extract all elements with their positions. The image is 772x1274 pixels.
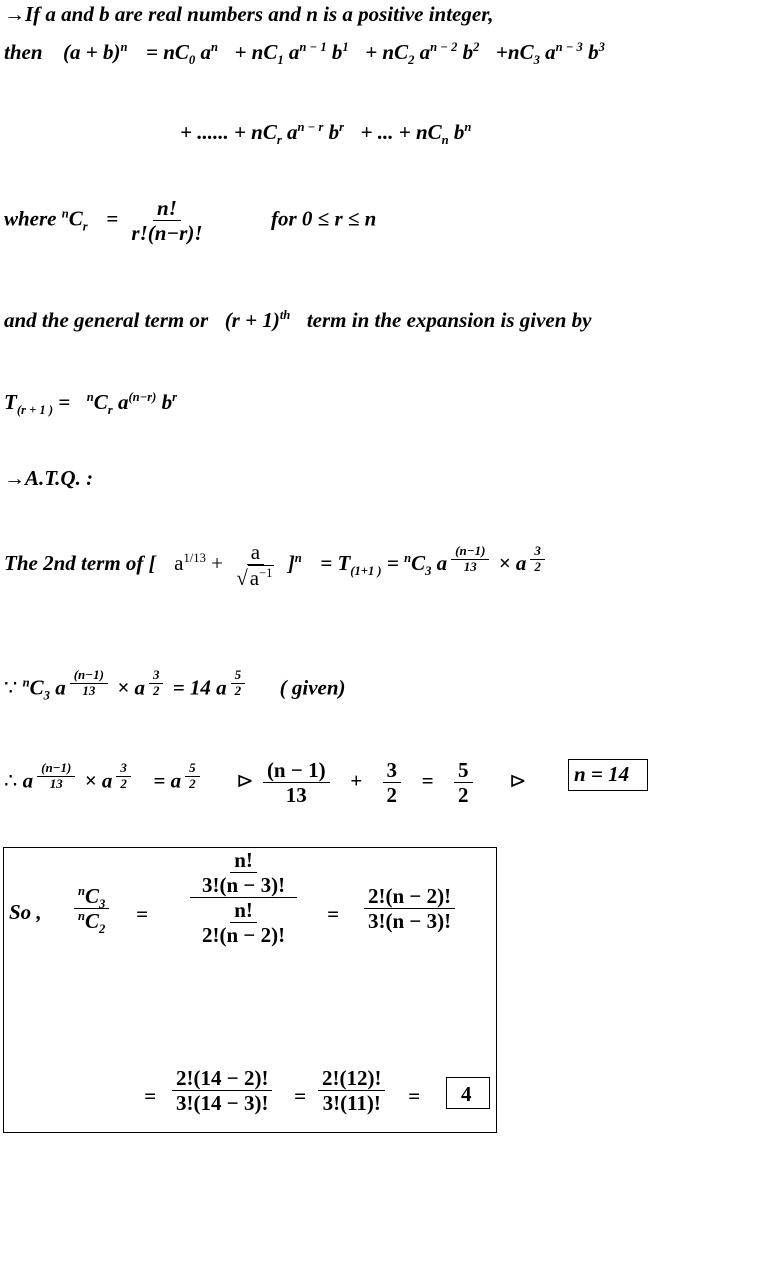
t-subscript: (r + 1 ) <box>16 403 54 418</box>
equals: = <box>386 550 399 575</box>
n-pre: n <box>78 884 86 898</box>
plus: + <box>211 550 223 575</box>
fraction-numerator: n! <box>230 898 257 923</box>
second-term-line <box>4 540 549 590</box>
term-a: a <box>288 40 300 64</box>
therefore-line <box>4 758 527 807</box>
r-sub: r <box>82 219 88 234</box>
therefore-icon: ∴ <box>4 768 18 793</box>
term-a: a <box>545 40 556 64</box>
a-over-sqrt <box>232 540 278 590</box>
exp-fraction <box>185 761 200 792</box>
c-sub: 3 <box>425 564 432 579</box>
simplified-fraction <box>360 884 459 933</box>
sqrt-exp: −1 <box>259 566 273 581</box>
exponent-equation-fraction <box>263 758 330 807</box>
fraction-denominator: 2!(n − 2)! <box>202 923 286 948</box>
n-pre: n <box>78 909 86 924</box>
term-b: b <box>462 40 474 64</box>
times: × <box>84 768 97 793</box>
term-index-0: 0 <box>188 53 196 68</box>
c-sub: 3 <box>43 688 50 703</box>
exp-numerator: 3 <box>530 544 545 560</box>
fraction-numerator: 2!(14 − 2)! <box>172 1066 272 1091</box>
b-var: b <box>161 390 173 414</box>
a-var: a <box>134 675 145 700</box>
pre-terms: + ...... + nC <box>180 120 277 144</box>
fraction-numerator: 3 <box>383 758 402 783</box>
b-var: b <box>328 120 340 144</box>
ratio-denominator <box>74 909 109 937</box>
ratio-numerator <box>74 884 109 912</box>
exp-fraction <box>530 544 545 575</box>
fraction-denominator: 2 <box>386 783 398 808</box>
equals: = <box>153 768 166 793</box>
arrow-icon: → <box>4 466 25 490</box>
fraction-denominator: 3!(14 − 3)! <box>176 1091 269 1116</box>
a-exp: (n−r) <box>128 390 157 404</box>
implies-icon: ⊳ <box>236 768 254 793</box>
a-var: a <box>436 550 448 575</box>
fraction-numerator: 2!(12)! <box>318 1066 385 1091</box>
times: × <box>117 675 130 700</box>
a-var: a <box>515 550 527 575</box>
exp-fraction <box>70 668 108 699</box>
exp-denominator: 13 <box>463 558 477 574</box>
a-var: a <box>117 390 129 414</box>
exp-numerator: (n−1) <box>451 544 489 560</box>
n-exp: n <box>464 120 472 134</box>
eq-t: = T <box>320 550 351 575</box>
plus: + <box>350 768 363 793</box>
exp-denominator: 2 <box>152 682 160 698</box>
inner-fraction <box>198 898 289 947</box>
exponent-equation-fraction <box>383 758 402 807</box>
ncr-ratio <box>74 884 109 937</box>
exp-numerator: 3 <box>149 668 164 684</box>
b-var: b <box>453 120 465 144</box>
intro-pre: and the general term or <box>4 308 209 332</box>
term-exp: 3 <box>598 40 605 54</box>
term-exp: 2 <box>473 40 480 54</box>
term-exp: 1 <box>342 40 349 54</box>
equals: = <box>106 206 119 231</box>
term-plus-nc: +nC <box>495 40 534 64</box>
atq-line <box>4 468 93 489</box>
n-pre: n <box>22 675 30 690</box>
n-index: n <box>441 133 449 148</box>
general-term-intro <box>4 310 592 331</box>
bracket-exp: n <box>294 550 302 565</box>
exp-denominator: 13 <box>49 776 63 792</box>
range-condition: for 0 ≤ r ≤ n <box>271 206 377 231</box>
term-exp: n − 3 <box>555 40 583 54</box>
fraction-denominator: 2 <box>458 783 469 808</box>
a-var: a <box>216 675 227 700</box>
term-index: 1 <box>277 53 284 68</box>
exp-numerator: (n−1) <box>70 668 108 684</box>
n-pre: n <box>404 550 412 565</box>
a-var: a <box>170 768 182 793</box>
where-word: where <box>4 206 57 231</box>
term-index: 3 <box>533 53 540 68</box>
term-exp: n − 2 <box>430 40 458 54</box>
a-var: a <box>174 550 184 575</box>
b-exp: r <box>172 390 178 404</box>
equals: = <box>421 768 434 793</box>
fraction-numerator: 2!(n − 2)! <box>364 884 455 909</box>
exponent-equation-fraction <box>454 758 473 807</box>
r-sub: r <box>107 403 113 418</box>
fraction-denominator: $√a^{-1}$ <box>236 566 273 591</box>
fraction-denominator: 3!(n − 3)! <box>202 873 286 898</box>
times: × <box>498 550 511 575</box>
compound-fraction <box>186 848 301 948</box>
equals: = <box>58 390 71 414</box>
second-term-pre: The 2nd term of [ <box>4 550 156 575</box>
equals: = <box>327 902 339 926</box>
r-index: r <box>276 133 282 148</box>
eq-nc: = nC <box>145 40 189 64</box>
exp-denominator: 2 <box>534 558 541 574</box>
equals-14: = 14 <box>172 675 211 700</box>
fraction-numerator: (n − 1) <box>263 758 330 783</box>
n-minus-r: n − r <box>297 120 324 134</box>
statement-line <box>4 4 493 25</box>
compound-fraction-outer <box>190 848 297 948</box>
n-pre: n <box>86 390 94 404</box>
because-icon: ∵ <box>4 675 18 700</box>
ncr-definition <box>4 196 376 245</box>
a-var: a <box>22 768 34 793</box>
fraction-numerator: n! <box>230 848 257 873</box>
inner-fraction <box>198 848 289 897</box>
term-b: b <box>588 40 599 64</box>
because-line <box>4 667 346 703</box>
compound-denominator <box>190 898 297 947</box>
ratio-fraction <box>70 884 113 937</box>
r-plus-one: (r + 1) <box>224 308 280 332</box>
exp-fraction <box>149 668 164 699</box>
c-symbol: C <box>85 884 100 908</box>
so-label: So , <box>9 900 42 924</box>
term-index: 2 <box>408 53 415 68</box>
c-symbol: C <box>93 390 108 414</box>
c-symbol: C <box>85 909 100 934</box>
lhs-expr: (a + b) <box>63 40 121 64</box>
given-note: ( given) <box>279 675 346 700</box>
term-exp: n − 1 <box>299 40 327 54</box>
equals: = <box>144 1084 156 1108</box>
c-symbol: C <box>68 206 83 231</box>
equals: = <box>294 1084 306 1108</box>
exp-fraction <box>37 761 75 792</box>
exp-numerator: 5 <box>231 668 246 684</box>
simplified-ratio <box>364 884 455 933</box>
t-subscript: (1+1 ) <box>350 564 382 579</box>
fraction-denominator: r!(n−r)! <box>131 221 203 246</box>
result-value: n = 14 <box>574 762 630 786</box>
binomial-expansion-line <box>4 40 605 68</box>
fraction-denominator: 13 <box>285 783 307 808</box>
t-symbol: T <box>4 390 17 414</box>
a-var: a <box>101 768 113 793</box>
fraction-numerator: a <box>247 540 264 565</box>
exp-fraction <box>451 544 489 575</box>
expansion-continuation <box>180 120 472 148</box>
general-term-formula <box>4 390 178 418</box>
compound-numerator <box>190 848 297 898</box>
atq-text: A.T.Q. : <box>25 466 94 490</box>
fraction-denominator: 3!(n − 3)! <box>368 909 452 934</box>
term-exp: n <box>210 40 218 54</box>
fraction-denominator: 3!(11)! <box>322 1091 381 1116</box>
c-sub: 3 <box>99 897 106 912</box>
term-plus-nc: + nC <box>365 40 409 64</box>
term-b: b <box>331 40 343 64</box>
exp-denominator: 2 <box>234 682 242 698</box>
exp-denominator: 2 <box>189 776 196 792</box>
exp-denominator: 2 <box>120 776 127 792</box>
a-var: a <box>55 675 66 700</box>
a-exp: 1/13 <box>183 550 206 565</box>
intro-post: term in the expansion is given by <box>306 308 592 332</box>
exp-denominator: 13 <box>82 682 96 698</box>
term-a: a <box>419 40 431 64</box>
substituted-fraction <box>168 1066 276 1115</box>
then-word: then <box>4 40 43 64</box>
sqrt-base: a <box>249 566 260 591</box>
a-var: a <box>287 120 298 144</box>
lhs-exponent: n <box>120 40 128 54</box>
numeric-ratio <box>318 1066 385 1115</box>
numeric-fraction <box>314 1066 389 1115</box>
c-symbol: C <box>29 675 44 700</box>
close-bracket: ] <box>287 550 295 575</box>
th-suffix: th <box>279 308 291 322</box>
mid-terms: + ... + nC <box>360 120 442 144</box>
r-exp: r <box>339 120 345 134</box>
term-a: a <box>200 40 211 64</box>
c-sub: 2 <box>99 922 106 937</box>
n-pre: n <box>61 206 69 221</box>
c-symbol: C <box>411 550 426 575</box>
arrow-icon: → <box>4 2 25 26</box>
substituted-ratio <box>172 1066 272 1115</box>
fraction-numerator: n! <box>153 196 181 221</box>
exp-numerator: (n−1) <box>37 761 75 777</box>
equals: = <box>136 902 148 926</box>
answer-value: 4 <box>461 1082 472 1106</box>
term-plus-nc: + nC <box>234 40 278 64</box>
exp-fraction <box>231 668 246 699</box>
equals: = <box>408 1084 420 1108</box>
ncr-fraction <box>127 196 206 245</box>
fraction-numerator: 5 <box>454 758 473 783</box>
implies-icon: ⊳ <box>509 768 527 793</box>
exp-numerator: 5 <box>185 761 200 777</box>
statement-text: If a and b are real numbers and n is a positive integer, <box>25 2 494 26</box>
exp-numerator: 3 <box>116 761 131 777</box>
exp-fraction <box>116 761 131 792</box>
